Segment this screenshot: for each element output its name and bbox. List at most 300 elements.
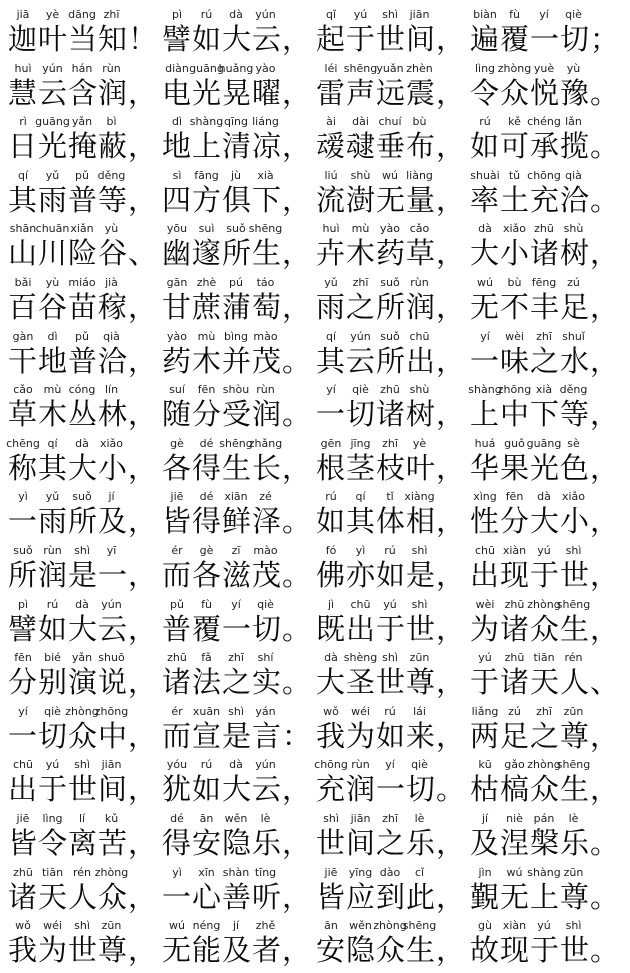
pinyin-syllable: gàn: [12, 329, 34, 343]
pinyin-syllable: shì: [565, 919, 582, 933]
pinyin-syllable: rùn: [102, 61, 121, 75]
hanzi-text: 普覆一切。: [162, 611, 313, 646]
pinyin-syllable: fēn: [14, 651, 32, 665]
verse-phrase: [8, 758, 159, 812]
pinyin-row: [8, 276, 130, 290]
pinyin-syllable: suǒ: [380, 275, 400, 289]
pinyin-syllable: yí: [18, 704, 28, 718]
pinyin-syllable: yú: [537, 919, 551, 933]
verse-phrase: [470, 758, 621, 812]
verse-line: [0, 490, 630, 544]
pinyin-syllable: tǔ: [508, 168, 521, 182]
verse-phrase: [316, 275, 467, 330]
pinyin-syllable: mào: [253, 329, 278, 343]
pinyin-syllable: gān: [166, 275, 188, 289]
verse-phrase: [162, 329, 313, 384]
pinyin-row: [8, 705, 130, 719]
pinyin-row: [8, 812, 130, 826]
pinyin-syllable: dà: [229, 8, 243, 21]
pinyin-row: [470, 544, 592, 558]
pinyin-syllable: pì: [171, 8, 183, 21]
pinyin-syllable: qià: [103, 329, 120, 343]
hanzi-text: 得安隐乐，: [162, 825, 313, 860]
pinyin-row: [162, 169, 284, 183]
pinyin-syllable: zhū: [504, 597, 525, 611]
verse-phrase: [470, 275, 621, 330]
verse-line: [0, 866, 630, 920]
pinyin-syllable: cǎo: [409, 222, 430, 236]
pinyin-syllable: fēn: [197, 383, 216, 397]
pinyin-row: [470, 866, 592, 880]
verse-line: [0, 919, 630, 973]
hanzi-text: 无能及者，: [162, 933, 313, 968]
pinyin-syllable: chōng: [314, 758, 348, 772]
pinyin-syllable: shì: [565, 543, 582, 557]
verse-phrase: [8, 543, 159, 598]
pinyin-syllable: yù: [104, 222, 119, 236]
pinyin-row: [470, 222, 592, 236]
pinyin-syllable: chū: [13, 758, 33, 772]
pinyin-syllable: qǐ: [325, 8, 337, 21]
hanzi-text: 犹如大云，: [162, 772, 313, 807]
pinyin-syllable: shēng: [402, 919, 437, 933]
pinyin-syllable: xiān: [224, 490, 248, 504]
pinyin-syllable: yīng: [348, 865, 373, 879]
verse-phrase: [470, 811, 621, 866]
pinyin-syllable: guāng: [35, 115, 70, 129]
hanzi-text: 譬如大云，: [162, 22, 313, 56]
pinyin-syllable: shì: [74, 758, 90, 772]
pinyin-row: [8, 8, 130, 22]
pinyin-syllable: fó: [325, 543, 337, 557]
pinyin-syllable: yún: [42, 61, 63, 75]
pinyin-row: [162, 758, 284, 772]
pinyin-syllable: shèng: [343, 651, 378, 665]
verse-phrase: [8, 704, 159, 759]
pinyin-row: [162, 651, 284, 665]
hanzi-text: 一切众中，: [8, 718, 159, 753]
verse-line: [0, 598, 630, 652]
hanzi-text: 佛亦如是，: [316, 557, 467, 592]
hanzi-text: 其云所出，: [316, 343, 467, 378]
pinyin-syllable: zhī: [352, 275, 369, 289]
pinyin-syllable: jì: [327, 597, 335, 611]
hanzi-text: 各得生长，: [162, 450, 313, 485]
pinyin-syllable: wǒ: [323, 704, 339, 718]
pinyin-syllable: wú: [506, 865, 523, 879]
pinyin-syllable: fēn: [505, 490, 524, 504]
verse-line: [0, 276, 630, 330]
pinyin-syllable: yǔ: [45, 168, 60, 182]
pinyin-syllable: wú: [169, 919, 185, 933]
pinyin-syllable: yào: [167, 329, 187, 343]
verse-phrase: [316, 651, 467, 705]
verse-line: [0, 651, 630, 705]
verse-line: [0, 62, 630, 116]
pinyin-syllable: gè: [199, 543, 214, 557]
pinyin-syllable: táo: [256, 275, 275, 289]
pinyin-row: [162, 8, 284, 22]
pinyin-row: [316, 383, 438, 397]
pinyin-syllable: zhòng: [497, 61, 532, 75]
pinyin-syllable: miáo: [68, 275, 96, 289]
pinyin-syllable: lái: [413, 704, 426, 718]
hanzi-text: 随分受润。: [162, 397, 313, 432]
pinyin-syllable: liáng: [252, 115, 279, 129]
pinyin-syllable: jiē: [16, 811, 30, 825]
pinyin-syllable: xiǎo: [561, 490, 586, 504]
pinyin-syllable: děng: [97, 168, 126, 182]
pinyin-syllable: shí: [257, 651, 274, 665]
pinyin-syllable: xuān: [192, 704, 221, 718]
hanzi-text: 世间之乐，: [316, 825, 467, 860]
pinyin-syllable: jí: [232, 919, 240, 933]
pinyin-syllable: tiān: [41, 865, 64, 879]
verse-phrase: [470, 115, 621, 169]
hanzi-text: 枯槁众生，: [470, 772, 621, 807]
pinyin-syllable: fēng: [531, 275, 557, 289]
verse-phrase: [8, 329, 159, 384]
pinyin-syllable: dé: [199, 436, 214, 450]
verse-phrase: [162, 383, 313, 437]
verse-phrase: [314, 758, 467, 812]
pinyin-row: [316, 812, 438, 826]
pinyin-row: [316, 866, 438, 880]
verse-phrase: [162, 597, 313, 652]
pinyin-syllable: qí: [47, 436, 58, 450]
pinyin-syllable: liàng: [406, 168, 433, 182]
pinyin-row: [162, 115, 284, 129]
pinyin-row: [316, 598, 438, 612]
pinyin-row: [316, 544, 438, 558]
pinyin-row: [316, 115, 438, 129]
pinyin-row: [316, 919, 438, 933]
pinyin-syllable: shì: [382, 651, 398, 665]
verse-phrase: [8, 222, 159, 276]
pinyin-syllable: dé: [199, 490, 214, 504]
pinyin-row: [8, 544, 130, 558]
hanzi-text: 大圣世尊，: [316, 665, 467, 700]
pinyin-syllable: zhū: [380, 383, 400, 397]
pinyin-syllable: jiē: [170, 490, 184, 504]
pinyin-syllable: wéi: [43, 919, 62, 933]
pinyin-syllable: lìng: [474, 61, 496, 75]
pinyin-syllable: pǔ: [75, 168, 89, 182]
hanzi-text: 上中下等，: [470, 397, 621, 432]
pinyin-syllable: jiān: [101, 758, 122, 772]
pinyin-syllable: zhī: [103, 8, 120, 21]
pinyin-syllable: shuǐ: [562, 329, 585, 343]
verse-phrase: [470, 61, 621, 116]
pinyin-syllable: rùn: [351, 758, 370, 772]
pinyin-syllable: gè: [170, 436, 184, 450]
pinyin-syllable: yú: [383, 597, 397, 611]
pinyin-syllable: zhòng: [65, 704, 99, 718]
pinyin-syllable: zhòng: [94, 865, 129, 879]
verse-phrase: [468, 383, 621, 437]
pinyin-syllable: bì: [106, 115, 117, 129]
hanzi-text: 一心善听，: [162, 879, 313, 914]
pinyin-syllable: cǎo: [13, 383, 33, 397]
pinyin-syllable: yí: [480, 329, 490, 343]
pinyin-syllable: pǔ: [75, 329, 89, 343]
pinyin-syllable: zhè: [196, 275, 217, 289]
pinyin-syllable: lè: [414, 811, 425, 825]
pinyin-row: [470, 383, 592, 397]
verse-phrase: [316, 222, 467, 276]
pinyin-syllable: chuí: [378, 115, 402, 129]
verse-line: [0, 383, 630, 437]
hanzi-text: 率土充洽。: [470, 182, 621, 217]
verse-phrase: [316, 383, 467, 437]
verse-line: [0, 544, 630, 598]
pinyin-row: [470, 758, 592, 772]
pinyin-syllable: tiān: [533, 651, 555, 665]
hanzi-text: 称其大小，: [8, 450, 159, 485]
pinyin-syllable: chōng: [527, 168, 561, 182]
hanzi-text: 大小诸树，: [470, 236, 621, 271]
pinyin-syllable: shì: [74, 543, 90, 557]
hanzi-text: 起于世间，: [316, 22, 467, 56]
verse-phrase: [316, 490, 467, 544]
pinyin-syllable: rén: [72, 865, 92, 879]
pinyin-syllable: huá: [474, 436, 496, 450]
pinyin-syllable: chuān: [35, 222, 70, 236]
pinyin-syllable: liǎng: [471, 704, 499, 718]
pinyin-syllable: suǒ: [226, 222, 246, 236]
verse-phrase: [162, 275, 313, 330]
verse-line: [0, 758, 630, 812]
verse-phrase: [162, 168, 313, 223]
pinyin-syllable: bù: [412, 115, 427, 129]
verse-phrase: [470, 436, 621, 491]
pinyin-syllable: rú: [325, 490, 337, 504]
hanzi-text: 甘蔗蒲萄，: [162, 289, 313, 324]
pinyin-syllable: yào: [380, 222, 400, 236]
pinyin-syllable: rùn: [43, 543, 62, 557]
hanzi-text: 如其体相，: [316, 504, 467, 539]
pinyin-syllable: zūn: [101, 919, 122, 933]
pinyin-syllable: zhī: [382, 811, 398, 825]
pinyin-syllable: xīn: [198, 865, 215, 879]
pinyin-syllable: yí: [539, 8, 549, 21]
verse-phrase: [162, 811, 313, 866]
pinyin-syllable: ér: [171, 543, 183, 557]
pinyin-syllable: zhī: [536, 704, 552, 718]
pinyin-syllable: zú: [567, 275, 580, 289]
hanzi-text: 出现于世，: [470, 557, 621, 592]
pinyin-syllable: shòu: [222, 383, 250, 397]
pinyin-syllable: zhòng: [527, 758, 561, 772]
pinyin-syllable: lè: [260, 811, 271, 825]
pinyin-row: [316, 437, 438, 451]
pinyin-syllable: shì: [411, 597, 428, 611]
pinyin-syllable: yú: [478, 651, 492, 665]
pinyin-syllable: děng: [559, 383, 588, 397]
pinyin-row: [162, 437, 284, 451]
pinyin-syllable: shù: [409, 383, 430, 397]
pinyin-row: [162, 330, 284, 344]
verse-line: [0, 812, 630, 866]
verse-phrase: [8, 651, 159, 705]
pinyin-syllable: zhòng: [373, 919, 407, 933]
pinyin-row: [316, 222, 438, 236]
pinyin-syllable: yǔ: [45, 490, 60, 504]
pinyin-syllable: zhī: [228, 651, 244, 665]
pinyin-syllable: qiè: [44, 704, 61, 718]
pinyin-row: [470, 169, 592, 183]
pinyin-row: [470, 490, 592, 504]
pinyin-row: [162, 544, 284, 558]
pinyin-syllable: shēng: [343, 61, 378, 75]
pinyin-syllable: gù: [478, 919, 492, 933]
pinyin-syllable: bìng: [224, 329, 248, 343]
pinyin-syllable: jiē: [324, 865, 338, 879]
pinyin-syllable: suì: [198, 222, 215, 236]
hanzi-text: 百谷苗稼，: [8, 289, 159, 324]
hanzi-text: 两足之尊，: [470, 718, 621, 753]
pinyin-syllable: zhī: [536, 329, 552, 343]
hanzi-text: 覲无上尊。: [470, 879, 621, 914]
pinyin-syllable: yè: [412, 436, 427, 450]
pinyin-syllable: ān: [199, 811, 214, 825]
pinyin-syllable: shì: [74, 919, 90, 933]
pinyin-syllable: qí: [325, 329, 337, 343]
pinyin-syllable: pán: [533, 811, 555, 825]
pinyin-syllable: yì: [18, 490, 28, 504]
pinyin-row: [470, 705, 592, 719]
pinyin-syllable: xiàng: [404, 490, 435, 504]
pinyin-syllable: yǎn: [71, 651, 93, 665]
pinyin-syllable: zhī: [382, 436, 398, 450]
pinyin-syllable: cóng: [68, 383, 96, 397]
pinyin-syllable: jiān: [409, 8, 430, 21]
pinyin-syllable: guǒ: [504, 436, 525, 450]
pinyin-row: [316, 490, 438, 504]
pinyin-syllable: zú: [508, 704, 521, 718]
pinyin-syllable: suí: [169, 383, 185, 397]
pinyin-row: [8, 651, 130, 665]
pinyin-syllable: shuō: [98, 651, 125, 665]
verse-phrase: [8, 8, 159, 62]
pinyin-syllable: wèi: [475, 597, 495, 611]
pinyin-syllable: shì: [323, 811, 339, 825]
pinyin-syllable: bǎi: [14, 275, 32, 289]
pinyin-row: [8, 222, 130, 236]
pinyin-row: [8, 115, 130, 129]
pinyin-syllable: yì: [355, 543, 366, 557]
pinyin-syllable: yù: [45, 275, 60, 289]
pinyin-syllable: yuǎn: [376, 61, 404, 75]
hanzi-text: 叆叇垂布，: [316, 129, 467, 164]
hanzi-text: 所润是一，: [8, 557, 159, 592]
pinyin-syllable: qiè: [257, 597, 274, 611]
pinyin-syllable: yōu: [166, 222, 188, 236]
pinyin-syllable: wěn: [349, 919, 372, 933]
pinyin-row: [162, 598, 284, 612]
pinyin-row: [162, 276, 284, 290]
pinyin-syllable: zūn: [563, 704, 584, 718]
pinyin-syllable: gǎo: [504, 758, 525, 772]
verse-phrase: [162, 115, 313, 169]
pinyin-syllable: xiàn: [502, 543, 527, 557]
verse-phrase: [8, 865, 159, 920]
pinyin-syllable: zhǎng: [248, 436, 283, 450]
pinyin-syllable: suǒ: [72, 490, 92, 504]
pinyin-syllable: xiǎo: [99, 436, 124, 450]
hanzi-text: 于诸天人、: [470, 665, 621, 700]
verse-phrase: [470, 490, 621, 544]
verse-phrase: [316, 543, 467, 598]
pinyin-syllable: cǐ: [414, 865, 425, 879]
pinyin-row: [470, 812, 592, 826]
pinyin-syllable: pú: [229, 275, 243, 289]
pinyin-syllable: yì: [172, 865, 182, 879]
verse-phrase: [8, 919, 159, 973]
pinyin-syllable: dì: [47, 329, 58, 343]
hanzi-text: 药木并茂。: [162, 343, 313, 378]
pinyin-row: [470, 598, 592, 612]
hanzi-text: 而各滋茂。: [162, 557, 313, 592]
hanzi-text: 山川险谷、: [8, 236, 159, 271]
pinyin-syllable: rú: [384, 704, 396, 718]
pinyin-syllable: mù: [197, 329, 216, 343]
hanzi-text: 出于世间，: [8, 772, 159, 807]
hanzi-text: 其雨普等，: [8, 182, 159, 217]
hanzi-text: 无不丰足，: [470, 289, 621, 324]
verse-phrase: [162, 919, 313, 973]
pinyin-row: [8, 490, 130, 504]
pinyin-syllable: diàn: [165, 61, 189, 75]
pinyin-syllable: yóu: [166, 758, 188, 772]
pinyin-row: [8, 383, 130, 397]
pinyin-row: [316, 758, 438, 772]
hanzi-text: 根茎枝叶，: [316, 450, 467, 485]
pinyin-syllable: guāng: [526, 436, 562, 450]
pinyin-syllable: jiā: [16, 8, 30, 21]
pinyin-syllable: zhōng: [497, 383, 532, 397]
pinyin-syllable: sè: [567, 436, 580, 450]
hanzi-text: 皆得鲜泽。: [162, 504, 313, 539]
pinyin-syllable: tǐ: [386, 490, 394, 504]
hanzi-text: 及涅槃乐。: [470, 825, 621, 860]
pinyin-syllable: chū: [409, 329, 430, 343]
hanzi-text: 分别演说，: [8, 665, 159, 700]
pinyin-syllable: qí: [355, 490, 366, 504]
pinyin-syllable: zī: [231, 543, 241, 557]
verse-line: [0, 705, 630, 759]
pinyin-syllable: xià: [257, 168, 274, 182]
pinyin-syllable: yào: [255, 61, 276, 75]
pinyin-syllable: lǎn: [565, 115, 582, 129]
pinyin-syllable: yún: [255, 8, 276, 21]
pinyin-syllable: rú: [479, 115, 491, 129]
pinyin-syllable: huǎng: [218, 61, 254, 75]
pinyin-syllable: yí: [385, 758, 395, 772]
verse-phrase: [470, 329, 621, 384]
verse-phrase: [162, 61, 313, 116]
pinyin-syllable: suǒ: [13, 543, 33, 557]
pinyin-syllable: xiǎo: [502, 222, 527, 236]
pinyin-syllable: lín: [104, 383, 119, 397]
pinyin-syllable: dāng: [68, 8, 96, 21]
pinyin-syllable: qīng: [224, 115, 248, 129]
pinyin-syllable: dà: [75, 436, 89, 450]
pinyin-row: [162, 919, 284, 933]
pinyin-syllable: shuài: [470, 168, 500, 182]
verse-line: [0, 115, 630, 169]
pinyin-syllable: fù: [509, 8, 520, 21]
